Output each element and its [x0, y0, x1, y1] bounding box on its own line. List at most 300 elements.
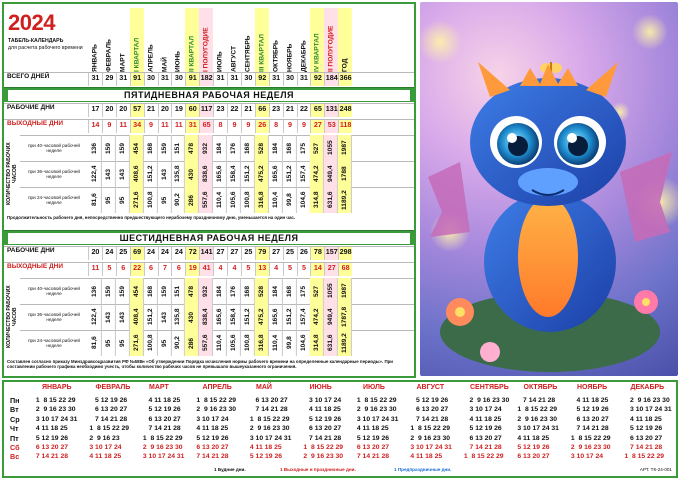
week-row: 2 9 16 23 30	[408, 434, 451, 442]
year-title: 2024	[8, 10, 55, 35]
six-day-week-band	[4, 230, 414, 245]
column-header: СЕНТЯБРЬ	[244, 35, 252, 72]
weekday-label: Пт	[10, 433, 19, 443]
hours-cell: 184	[213, 278, 227, 304]
table-cell: 20	[116, 104, 130, 117]
table-cell: 30	[171, 73, 185, 86]
table-cell: 91	[185, 73, 199, 86]
table-cell: 4	[227, 263, 241, 276]
week-row: 2 9 16 23 30	[248, 425, 290, 433]
table-cell: 31	[213, 73, 227, 86]
week-row: 3 10 17 24	[194, 415, 229, 423]
table-cell: 69	[130, 247, 144, 260]
hours-cell: 110,4	[269, 330, 283, 356]
hours-cell: 271,6	[130, 187, 144, 213]
table-cell: 57	[130, 104, 144, 117]
hours-cell: 135,8	[171, 304, 185, 330]
week-row: 1 8 15 22 29	[515, 406, 558, 414]
week-row: 7 14 21 28	[569, 425, 609, 433]
table-cell: 65	[199, 120, 213, 133]
column-header: I ПОЛУГОДИЕ	[199, 8, 213, 72]
hours-cell: 478	[185, 278, 199, 304]
hours-cell: 99,8	[283, 330, 297, 356]
table-cell: 14	[310, 263, 324, 276]
table-cell: 23	[269, 104, 283, 117]
total-days-row	[4, 72, 414, 86]
week-row: 3 10 17 24	[301, 397, 342, 404]
hours-cell: 100,8	[144, 187, 158, 213]
hours-cell: 143	[158, 304, 172, 330]
legend-preholidays: 1 Предпраздничные дни.	[394, 467, 452, 472]
table-cell: 20	[102, 104, 116, 117]
table-cell: 131	[324, 104, 338, 117]
table-cell: 13	[255, 263, 269, 276]
table-cell: 19	[185, 263, 199, 276]
hours-cell: 143	[102, 161, 116, 187]
row-label: ВСЕГО ДНЕЙ	[7, 73, 50, 80]
week-row: 1 8 15 22 29	[301, 444, 344, 451]
hours-cell: 557,6	[199, 187, 213, 213]
table-cell: 27	[269, 247, 283, 260]
column-header: МАРТ	[119, 53, 127, 72]
table-cell: 60	[185, 104, 199, 117]
table-cell: 9	[144, 120, 158, 133]
hours-cell: 478	[185, 135, 199, 161]
column-header: ИЮЛЬ	[216, 51, 224, 72]
column-header: II КВАРТАЛ	[185, 8, 199, 72]
weekday-label: Вс	[10, 452, 20, 462]
table-cell: 25	[116, 247, 130, 260]
hours-cell: 175	[297, 135, 311, 161]
column-header: АВГУСТ	[230, 46, 238, 72]
table-cell: 19	[171, 104, 185, 117]
hours-cell: 81,6	[88, 330, 102, 356]
week-row: 7 14 21 28	[622, 444, 663, 451]
hours-cell: 151,2	[144, 304, 158, 330]
week-row: 4 11 18 25	[248, 444, 282, 451]
hours-cell: 1987	[338, 278, 352, 304]
column-header: АПРЕЛЬ	[147, 44, 155, 72]
column-header: ДЕКАБРЬ	[299, 40, 307, 72]
hours-cell: 151,2	[144, 161, 158, 187]
table-cell: 31	[158, 73, 172, 86]
week-row: 7 14 21 28	[462, 444, 502, 451]
hours-cell: 100,8	[241, 187, 255, 213]
month-name: АВГУСТ	[416, 384, 445, 391]
week-row: 2 9 16 23 30	[515, 415, 558, 423]
table-cell: 31	[185, 120, 199, 133]
subtitle-line1: ТАБЕЛЬ-КАЛЕНДАРЬ	[8, 38, 64, 44]
month-name: ИЮЛЬ	[363, 384, 385, 391]
hours-cell: 151	[171, 135, 185, 161]
hours-cell: 286	[185, 187, 199, 213]
hours-cell: 475,2	[255, 161, 269, 187]
week-row: 2 9 16 23 30	[462, 397, 510, 404]
hours-cell: 151,2	[283, 304, 297, 330]
year-calendar	[2, 380, 678, 478]
table-cell: 184	[324, 73, 338, 86]
hours-cell: 157,4	[297, 304, 311, 330]
column-header: IV КВАРТАЛ	[310, 8, 324, 72]
table-cell: 91	[130, 73, 144, 86]
week-row: 2 9 16 23 30	[141, 444, 183, 451]
table-cell: 31	[227, 73, 241, 86]
week-row: 1 8 15 22 29	[87, 425, 130, 433]
table-cell: 366	[338, 73, 352, 86]
week-row: 5 12 19 26	[34, 434, 69, 442]
weekday-label: Ср	[10, 414, 20, 424]
table-cell: 298	[338, 247, 352, 260]
weekday-label: Сб	[10, 443, 20, 452]
week-row: 6 13 20 27	[355, 444, 390, 451]
hours-cell: 286	[185, 330, 199, 356]
table-cell: 31	[88, 73, 102, 86]
week-row: 5 12 19 26	[569, 406, 609, 414]
hours-cell: 81,6	[88, 187, 102, 213]
week-row: 2 9 16 23	[87, 434, 120, 442]
hours-cell: 159	[102, 135, 116, 161]
week-row: 2 9 16 23 30	[194, 406, 237, 414]
week-row: 3 10 17 24 31	[355, 415, 399, 423]
table-cell: 11	[158, 120, 172, 133]
dragon-image	[420, 2, 678, 376]
hours-cell: 135,8	[171, 161, 185, 187]
hours-cell: 314,8	[310, 330, 324, 356]
footnote: Продолжительность рабочего дня, непосредственно предшествующего нерабочему праздничному дню, уменьшается на один час.	[7, 215, 296, 220]
table-cell: 118	[338, 120, 352, 133]
row-label: РАБОЧИЕ ДНИ	[7, 104, 55, 111]
hours-row-label: при 40-часовой рабочей неделе	[28, 143, 80, 153]
hours-cell: 475,2	[255, 304, 269, 330]
hours-cell: 143	[116, 304, 130, 330]
hours-group-label: КОЛИЧЕСТВО РАБОЧИХ ЧАСОВ	[6, 142, 18, 206]
week-row: 4 11 18 25	[408, 453, 443, 461]
table-cell: 4	[213, 263, 227, 276]
subtitle-line2: для расчета рабочего времени	[8, 44, 83, 51]
hours-cell: 122,4	[88, 161, 102, 187]
table-cell: 182	[199, 73, 213, 86]
hours-cell: 99,8	[283, 187, 297, 213]
hours-cell: 168	[144, 135, 158, 161]
table-cell: 66	[255, 104, 269, 117]
hours-cell: 90,2	[171, 330, 185, 356]
hours-cell: 838,6	[199, 161, 213, 187]
week-row: 3 10 17 24 31	[141, 453, 185, 461]
hours-cell: 165,6	[213, 161, 227, 187]
table-cell: 21	[283, 104, 297, 117]
week-row: 4 11 18 25	[194, 425, 229, 433]
hours-cell: 151,2	[241, 161, 255, 187]
table-cell: 7	[158, 263, 172, 276]
week-row: 1 8 15 22 29	[34, 397, 76, 404]
week-row: 3 10 17 24	[87, 444, 122, 451]
week-row: 6 13 20 27	[622, 434, 663, 442]
hours-cell: 95	[102, 330, 116, 356]
week-row: 4 11 18 25	[462, 415, 502, 423]
hours-cell: 528	[255, 135, 269, 161]
week-row: 4 11 18 25	[569, 397, 609, 404]
week-row: 1 8 15 22 29	[355, 397, 397, 404]
month-name: ОКТЯБРЬ	[523, 384, 558, 391]
table-cell: 41	[199, 263, 213, 276]
hours-cell: 314,8	[310, 187, 324, 213]
week-row: 1 8 15 22 29	[622, 453, 665, 461]
hours-cell: 143	[102, 304, 116, 330]
table-cell: 92	[310, 73, 324, 86]
column-header: МАЙ	[160, 57, 168, 72]
week-row: 2 9 16 23 30	[355, 406, 397, 414]
week-row: 4 11 18 25	[87, 453, 122, 461]
week-row: 5 12 19 26	[301, 415, 342, 423]
week-row: 2 9 16 23 30	[301, 453, 344, 461]
hours-cell: 631,6	[324, 330, 338, 356]
table-cell: 21	[241, 104, 255, 117]
table-cell: 23	[213, 104, 227, 117]
table-cell: 24	[171, 247, 185, 260]
week-row: 4 11 18 25	[515, 434, 550, 442]
hours-cell: 176	[227, 278, 241, 304]
column-header: I КВАРТАЛ	[130, 8, 144, 72]
table-cell: 157	[324, 247, 338, 260]
row-label: РАБОЧИЕ ДНИ	[7, 247, 55, 254]
week-row: 7 14 21 28	[141, 425, 181, 433]
month-name: НОЯБРЬ	[577, 384, 608, 391]
table-cell: 31	[297, 73, 311, 86]
week-row: 5 12 19 26	[622, 425, 663, 433]
table-cell: 8	[213, 120, 227, 133]
table-cell: 53	[324, 120, 338, 133]
column-header: ГОД	[338, 8, 352, 72]
hours-cell: 557,6	[199, 330, 213, 356]
hours-cell: 184	[269, 278, 283, 304]
hours-cell: 159	[158, 278, 172, 304]
table-cell: 9	[241, 120, 255, 133]
week-row: 6 13 20 27	[87, 406, 128, 414]
week-row: 3 10 17 24 31	[515, 425, 559, 433]
hours-cell: 95	[158, 187, 172, 213]
week-row: 5 12 19 26	[141, 406, 181, 414]
week-row: 1 8 15 22 29	[569, 434, 611, 442]
column-header: НОЯБРЬ	[286, 43, 294, 72]
week-row: 7 14 21 28	[194, 453, 229, 461]
hours-cell: 143	[158, 161, 172, 187]
table-cell: 21	[144, 104, 158, 117]
table-cell: 6	[171, 263, 185, 276]
table-cell: 72	[185, 247, 199, 260]
legend-workdays: 1 Будние дни.	[214, 467, 246, 472]
week-row: 4 11 18 25	[301, 406, 341, 414]
hours-row-label: при 24-часовой рабочей неделе	[28, 195, 80, 205]
week-row: 5 12 19 26	[462, 425, 502, 433]
hours-cell: 158,4	[227, 304, 241, 330]
table-cell: 11	[171, 120, 185, 133]
week-row: 1 8 15 22 29	[462, 453, 504, 461]
table-cell: 141	[199, 247, 213, 260]
table-cell: 31	[116, 73, 130, 86]
week-row: 7 14 21 28	[34, 453, 69, 461]
hours-cell: 95	[158, 330, 172, 356]
six-day-work-row	[4, 246, 414, 260]
dragon-illustration	[420, 2, 678, 376]
table-cell: 5	[241, 263, 255, 276]
column-header: ФЕВРАЛЬ	[105, 39, 113, 72]
month-name: ИЮНЬ	[309, 384, 332, 391]
hours-cell: 168	[241, 135, 255, 161]
weekday-label: Пн	[10, 396, 20, 405]
table-cell: 24	[102, 247, 116, 260]
table-cell: 26	[255, 120, 269, 133]
week-row: 6 13 20 27	[194, 444, 229, 451]
hours-cell: 838,4	[199, 304, 213, 330]
hours-row-label: при 36-часовой рабочей неделе	[28, 312, 80, 322]
weekday-label: Вт	[10, 405, 19, 415]
hours-cell: 316,8	[255, 330, 269, 356]
table-cell: 9	[283, 120, 297, 133]
row-label: ВЫХОДНЫЕ ДНИ	[7, 120, 64, 127]
hours-cell: 143	[116, 161, 130, 187]
table-cell: 79	[255, 247, 269, 260]
hours-cell: 136	[88, 278, 102, 304]
hours-cell: 165,6	[269, 304, 283, 330]
weekday-label: Чт	[10, 424, 19, 434]
five-day-week-band	[4, 87, 414, 102]
week-row: 7 14 21 28	[248, 406, 288, 414]
table-cell: 25	[283, 247, 297, 260]
hours-cell: 168	[283, 278, 297, 304]
hours-cell: 151,2	[241, 304, 255, 330]
table-cell: 5	[102, 263, 116, 276]
section-title: ШЕСТИДНЕВНАЯ РАБОЧАЯ НЕДЕЛЯ	[8, 233, 410, 244]
table-cell: 34	[130, 120, 144, 133]
week-row: 6 13 20 27	[34, 444, 69, 451]
hours-cell: 110,4	[269, 187, 283, 213]
week-row: 1 8 15 22 29	[194, 397, 237, 404]
week-row: 1 8 15 22 29	[408, 425, 451, 433]
table-cell: 5	[297, 263, 311, 276]
column-header: ЯНВАРЬ	[91, 44, 99, 72]
legend-holidays: 1 Выходные и праздничные дни.	[280, 467, 356, 472]
hours-cell: 474,2	[310, 304, 324, 330]
table-cell: 68	[338, 263, 352, 276]
hours-cell: 1055	[324, 135, 338, 161]
hours-cell: 95	[116, 330, 130, 356]
hours-cell: 159	[116, 135, 130, 161]
footnote: Составлен согласно приказу Минздравсоцразвития РФ №588н «Об утверждении Порядка исчисления нормы рабочего времени на определенные календарные периоды». При составлении рабочего графика необходимо учесть, чтобы количество рабочих часов не превышало вышеуказанного ограничения.	[7, 359, 393, 369]
column-header: II ПОЛУГОДИЕ	[324, 8, 338, 72]
subtitle	[8, 38, 86, 51]
table-cell: 14	[88, 120, 102, 133]
column-header: ОКТЯБРЬ	[272, 40, 280, 72]
hours-cell: 159	[158, 135, 172, 161]
hours-cell: 528	[255, 278, 269, 304]
table-cell: 26	[297, 247, 311, 260]
hours-cell: 104,6	[297, 187, 311, 213]
column-header: III КВАРТАЛ	[255, 8, 269, 72]
table-cell: 11	[116, 120, 130, 133]
week-row: 2 9 16 23 30	[569, 444, 611, 451]
hours-cell: 949,4	[324, 161, 338, 187]
row-label: ВЫХОДНЫЕ ДНИ	[7, 263, 64, 270]
hours-cell: 1787,8	[338, 304, 352, 330]
hours-cell: 1055	[324, 278, 338, 304]
hours-cell: 110,4	[213, 330, 227, 356]
hours-cell: 104,6	[297, 330, 311, 356]
hours-cell: 95	[116, 187, 130, 213]
hours-cell: 176	[227, 135, 241, 161]
section-title: ПЯТИДНЕВНАЯ РАБОЧАЯ НЕДЕЛЯ	[8, 90, 410, 101]
table-cell: 6	[116, 263, 130, 276]
hours-cell: 90,2	[171, 187, 185, 213]
hours-cell: 168	[241, 278, 255, 304]
hours-cell: 175	[297, 278, 311, 304]
hours-cell: 474,2	[310, 161, 324, 187]
week-row: 5 12 19 26	[408, 397, 449, 404]
hours-cell: 932	[199, 278, 213, 304]
hours-cell: 95	[102, 187, 116, 213]
hours-cell: 100,8	[241, 330, 255, 356]
table-cell: 248	[338, 104, 352, 117]
week-row: 7 14 21 28	[87, 415, 128, 423]
hours-cell: 1788	[338, 161, 352, 187]
table-cell: 27	[227, 247, 241, 260]
hours-row-label: при 40-часовой рабочей неделе	[28, 286, 80, 296]
week-row: 1 8 15 22 29	[141, 434, 183, 442]
hours-cell: 1189,2	[338, 187, 352, 213]
hours-group-label: КОЛИЧЕСТВО РАБОЧИХ ЧАСОВ	[6, 285, 18, 349]
week-row: 3 10 17 24 31	[408, 444, 452, 451]
hours-cell: 159	[116, 278, 130, 304]
hours-cell: 430	[185, 304, 199, 330]
week-row: 6 13 20 27	[248, 397, 288, 404]
hours-cell: 271,6	[130, 330, 144, 356]
table-cell: 24	[144, 247, 158, 260]
table-cell: 78	[310, 247, 324, 260]
table-cell: 5	[283, 263, 297, 276]
hours-cell: 527	[310, 278, 324, 304]
six-day-off-row	[4, 262, 414, 276]
month-name: АПРЕЛЬ	[202, 384, 232, 391]
column-header: ИЮНЬ	[174, 50, 182, 72]
hours-cell: 110,4	[213, 187, 227, 213]
week-row: 4 11 18 25	[355, 425, 389, 433]
week-row: 7 14 21 28	[355, 453, 390, 461]
hours-cell: 105,6	[227, 330, 241, 356]
week-row: 5 12 19 26	[87, 397, 128, 404]
week-row: 5 12 19 26	[194, 434, 229, 442]
hours-cell: 136	[88, 135, 102, 161]
week-row: 3 10 17 24 31	[248, 434, 292, 442]
hours-cell: 168	[144, 278, 158, 304]
week-row: 5 12 19 26	[515, 444, 550, 451]
hours-cell: 159	[102, 278, 116, 304]
month-name: МАЙ	[256, 384, 272, 391]
hours-cell: 527	[310, 135, 324, 161]
hours-cell: 949,4	[324, 304, 338, 330]
week-row: 3 10 17 24	[462, 406, 502, 414]
table-cell: 31	[269, 73, 283, 86]
hours-cell: 122,4	[88, 304, 102, 330]
hours-cell: 151,2	[283, 161, 297, 187]
table-cell: 20	[88, 247, 102, 260]
table-cell: 11	[88, 263, 102, 276]
five-day-work-row	[4, 103, 414, 117]
hours-cell: 316,8	[255, 187, 269, 213]
hours-cell: 184	[213, 135, 227, 161]
month-name: ДЕКАБРЬ	[630, 384, 665, 391]
hours-cell: 168	[283, 135, 297, 161]
week-row: 6 13 20 27	[515, 453, 550, 461]
week-row: 3 10 17 24 31	[622, 406, 672, 414]
